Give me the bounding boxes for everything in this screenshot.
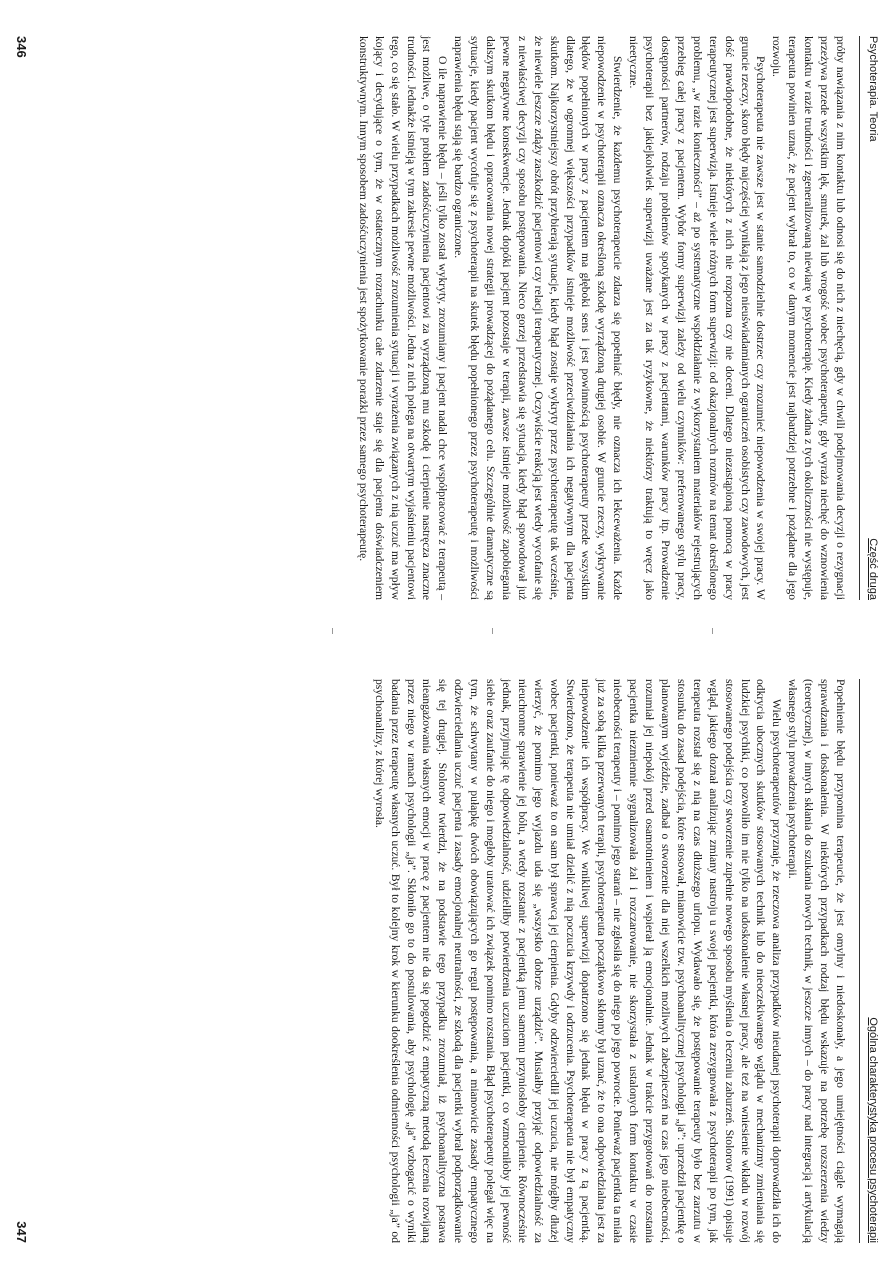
body-text (371, 679, 848, 1243)
paragraph: Stwierdzenie, że każdemu psychoterapeucie zdarza się popełniać błędy, nie oznacza ich lekceważenia. Każde niepowodzenie w psychoterapii oznacza określoną szkodę wyrządzoną drugiej osobie. W gruncie rzeczy, wykrywanie błędów popełnionych w pracy z pacjentem ma głęboki sens i jest powinnością psychoterapeuty przede wszystkim dlatego, że w ogromnej większości przypadków istnieje możliwość przeciwdziałania ich negatywnym dla pacjenta skutkom. Najkorzystniejszy obrót przybierają sytuacje, kiedy błąd zostaje wykryty przez psychoterapeutę tak wcześnie, że niewiele jeszcze zdąży zaszkodzić pacjentowi czy relacji terapeutycznej. Oczywiście reakcją jest wtedy wycofanie się z niewłaściwej decyzji czy sposobu postępowania. Nieco gorzej przedstawia się sytuacja, kiedy błąd spowodował już pewne negatywne konsekwencje. Jednak dopóki pacjent pozostaje w terapii, zawsze istnieje możliwość zapobiegania dalszym skutkom błędu i opracowania nowej strategii prowadzącej do pożądanego celu. Szczególnie dramatyczne są sytuacje, kiedy pacjent wycofuje się z psychoterapii na skutek błędu popełnionego przez psychoterapeutę i możliwości naprawienia błędu stają się bardzo ograniczone. (452, 36, 625, 600)
paragraph: Popełnienie błędu przypomina terapeucie, że jest omylny i niedoskonały, a jego umiejętności ciągle wymagają sprawdzania i doskonalenia. W niektórych przypadkach rodzaj błędu wskazuje na potrzebę rozszerzenia wiedzy (teoretycznej), w innych skłania do szukania nowych technik, w jeszcze innych – do pracy nad integracją i artykulacją własnego stylu prowadzenia psychoterapii. (786, 679, 847, 1243)
running-head (863, 36, 879, 600)
gutter-tick (332, 628, 333, 634)
running-head (863, 679, 879, 1243)
running-head-part: Część druga (867, 538, 879, 600)
right-page (0, 643, 893, 1263)
running-head-chapter: Ogólna charakterystyka procesu psychoterapii (867, 1017, 879, 1243)
paragraph: Psychoterapeuta nie zawsze jest w stanie samodzielnie dostrzec czy zrozumieć niepowodzenia w swojej pracy. W gruncie rzeczy, skoro błędy najczęściej wynikają z jego nieuświadamianych ograniczeń osobistych czy zawodowych, jest dość prawdopodobne, że niektórych z nich nie rozpozna czy nie doceni. Dlatego niezastąpioną pomocą w pracy terapeutycznej jest superwizja. Istnieje wiele różnych form superwizji: od okazjonalnych rozmów na temat określonego problemu, „w razie konieczności” – aż po systematyczne współdziałanie z wykorzystaniem materiałów rejestrujących przebieg całej pracy z pacjentem. Wybór formy superwizji zależy od wielu czynników: preferowanego stylu pracy, dostępności partnerów, rodzaju problemów spotykanych w pracy z pacjentami, warunków pracy itp. Prowadzenie psychoterapii bez jakiejkolwiek superwizji uważane jest za tak ryzykowne, że niektórzy traktują to wręcz jako nieetyczne. (627, 36, 768, 600)
paragraph: O ile naprawienie błędu – jeśli tylko został wykryty, zrozumiany i pacjent nadal chce współpracować z terapeutą – jest możliwe, o tyle problem zadośćuczynienia pacjentowi za wyrządzoną mu szkodę i cierpienie nastręcza znaczne trudności. Jednakże istnieją w tym zakresie pewne możliwości. Jedna z nich polega na otwartym wyjaśnieniu pacjentowi tego, co się stało. W wielu przypadkach możliwość zrozumienia sytuacji i wyrażenia związanych z nią uczuć ma wpływ kojący i decydujące o tym, że w ostatecznym rozrachunku całe zdarzenie staje się dla pacjenta doświadczeniem konstruktywnym. Innym sposobem zadośćuczynienia jest spożytkowanie porażki przez samego psychoterapeutę. (356, 36, 450, 600)
running-head-section: Psychoterapia. Teoria (867, 36, 879, 142)
header-rule (859, 36, 860, 600)
paragraph: Wielu psychoterapeutów przyznaje, że rzeczowa analiza przypadków nieudanej psychoterapii doprowadziła ich do odkrycia ubocznych skutków stosowanych technik lub do nieoczekiwanego wglądu w mechanizmy zmieniania się ludzkiej psychiki, co pozwoliło im nie tylko na udoskonalenie własnej pracy, ale też na wniesienie wkładu w rozwój stosowanego podejścia czy stworzenie zupełnie nowego sposobu myślenia o leczeniu zaburzeń. Stolorow (1991) opisuje wgląd, jakiego doznał analizując zmiany nastroju u swojej pacjentki, która zrezygnowała z psychoterapii po tym, jak terapeuta rozstał się z nią na czas dłuższego urlopu. Wydawało się, że postępowanie terapeuty było bez zarzutu w stosunku do zasad podejścia, które stosował, mianowicie tzw. psychoanalitycznej psychologii „ja”: uprzedził pacjentkę o planowanym wyjeździe, zadbał o stworzenie dla niej wszelkich możliwych zabezpieczeń na czas jego nieobecności, rozumiał jej niepokój przed osamotnieniem i wspierał ją emocjonalnie. Jednak w trakcie przygotowań do rozstania pacjentka niezmiennie sygnalizowała żal i rozczarowanie, nie skorzystała z ustalonych form kontaktu w czasie nieobecności terapeuty i – pomimo jego starań – nie zgłosiła się do niego po jego powrocie. Ponieważ pacjentka ta miała już za sobą kilka przerwanych terapii, psychoterapeuta początkowo skłonny był uznać, że to ona odpowiedzialna jest za niepowodzenie ich współpracy. We wnikliwej superwizji dopatrzono się jednak błędu w pracy z tą pacjentką. Stwierdzono, że terapeuta nie umiał dzielić z nią poczucia krzywdy i odrzucenia. Psychoterapeuta nie był empatyczny wobec pacjentki, ponieważ to on sam był sprawcą jej cierpienia. Gdyby odzwierciedlił jej uczucia, nie mógłby dłużej wierzyć, że pomimo jego wyjazdu uda się „wszystko dobrze urządzić”. Musiałby przyjąć odpowiedzialność za nieuchronne sprawienie jej bólu, a wtedy rozstanie z pacjentką jemu samemu przyniosłoby cierpienie. Równocześnie jednak, przyjmując tę odpowiedzialność, udzieliłby potwierdzenia uczuciom pacjentki, co wzmocniłoby jej pewność siebie oraz zaufanie do niego i mogłoby uratować ich związek pomimo rozstania. Błąd psychoterapeuty polegał więc na tym, że schwytany w pułapkę dwóch obowiązujących go reguł postępowania, a mianowicie zasady empatycznego odzwierciedlania uczuć pacjenta i zasady emocjonalnej neutralności, ze szkodą dla pacjentki wybrał podporządkowanie się tej drugiej. Stolorow twierdzi, że na podstawie tego przypadku zrozumiał, iż psychoanalityczna postawa nieangażowania własnych emocji w pracę z pacjentem nie da się pogodzić z empatyczną metodą leczenia rozwijaną przez niego w ramach psychologii „ja”. Skłoniło go to do postulowania, aby psychologię „ja” wzbogacić o wyniki badania przez terapeutę własnych uczuć. Był to kolejny krok w kierunku dookreślenia odmienności psychologii „ja” od psychoanalizy, z której wyrosła. (372, 679, 784, 1243)
left-page (0, 0, 893, 620)
page-number: 346 (14, 36, 29, 58)
gutter-tick (492, 628, 493, 634)
body-text (355, 36, 848, 600)
header-rule (859, 679, 860, 1243)
gutter-tick (712, 628, 713, 634)
gutter (0, 622, 893, 640)
page-number: 347 (14, 1221, 29, 1243)
paragraph: próby nawiązania z nim kontaktu lub odnosi się do nich z niechęcią, gdy w chwili podejmowania decyzji o rezygnacji przeżywa przede wszystkim lęk, smutek, żal lub wrogość wobec psychoterapeuty, gdy wyraża niechęć do wznowienia kontaktu w razie trudności i zgeneralizowaną niewiarę w psychoterapię. Kiedy żadna z tych okoliczności nie występuje, terapeuta powinien uznać, że pacjent wybrał to, co w danym momencie jest najbardziej potrzebne i pożądane dla jego rozwoju. (770, 36, 847, 600)
